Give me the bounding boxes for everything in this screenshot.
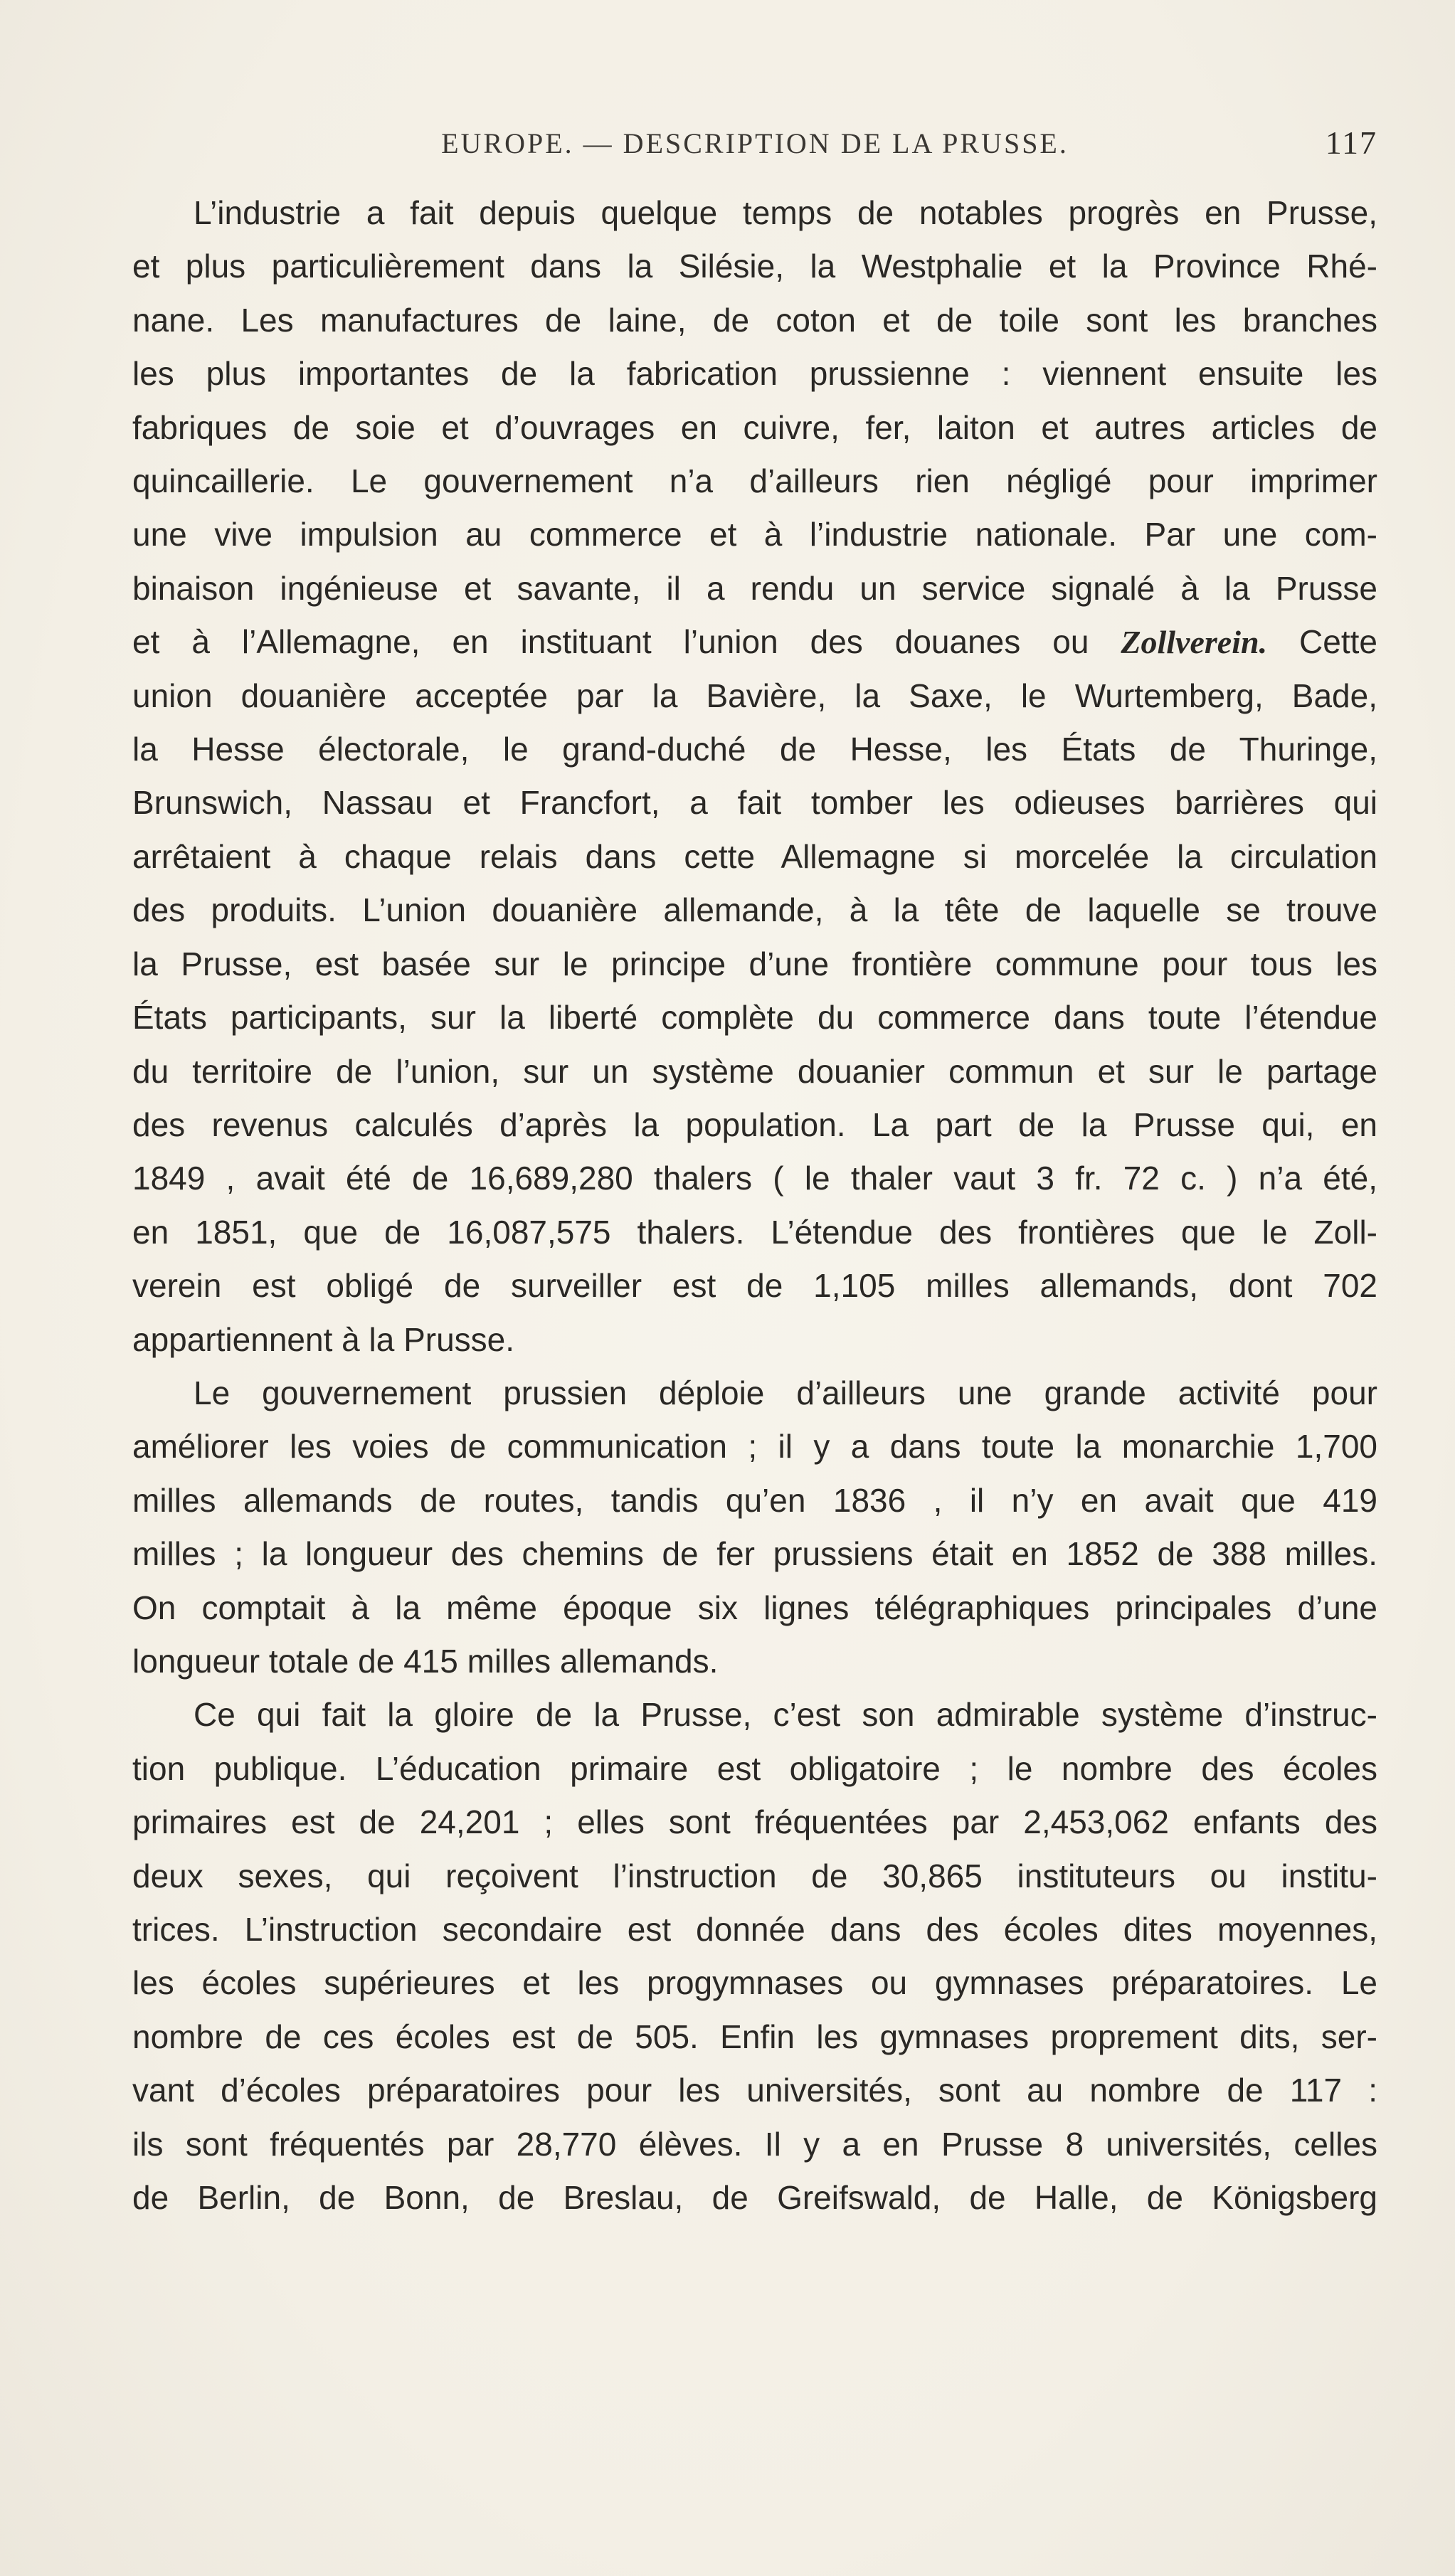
text-line: nane. Les manufactures de laine, de coton et de toile sont les branches <box>132 301 1377 339</box>
text-line: du territoire de l’union, sur un système douanier commun et sur le partage <box>132 1052 1377 1090</box>
text-line: 1849 , avait été de 16,689,280 thalers ( le thaler vaut 3 fr. 72 c. ) n’a été, <box>132 1160 1377 1197</box>
text-line: verein est obligé de surveiller est de 1,105 milles allemands, dont 702 <box>132 1267 1377 1305</box>
text-line: vant d’écoles préparatoires pour les universités, sont au nombre de 117 : <box>132 2072 1377 2109</box>
text-line: primaires est de 24,201 ; elles sont fréquentées par 2,453,062 enfants des <box>132 1803 1377 1841</box>
text-line: milles allemands de routes, tandis qu’en 1836 , il n’y en avait que 419 <box>132 1481 1377 1519</box>
text-line: les écoles supérieures et les progymnases ou gymnases préparatoires. Le <box>132 1964 1377 2002</box>
text-line: arrêtaient à chaque relais dans cette Allemagne si morcelée la circulation <box>132 837 1377 875</box>
body-text <box>132 186 1377 2225</box>
paragraph-communications <box>132 1367 1377 1688</box>
text-line: appartiennent à la Prusse. <box>132 1320 515 1358</box>
running-title: EUROPE. — DESCRIPTION DE LA PRUSSE. <box>441 127 1069 159</box>
text-line: améliorer les voies de communication ; il y a dans toute la monarchie 1,700 <box>132 1428 1377 1465</box>
text-line: nombre de ces écoles est de 505. Enfin les gymnases proprement dits, ser- <box>132 2018 1377 2055</box>
text-line: de Berlin, de Bonn, de Breslau, de Greifswald, de Halle, de Königsberg <box>132 2179 1377 2217</box>
text-line: Ce qui fait la gloire de la Prusse, c’est son admirable système d’instruc- <box>194 1696 1377 1734</box>
text-line: tion publique. L’éducation primaire est obligatoire ; le nombre des écoles <box>132 1749 1377 1787</box>
text-line: la Prusse, est basée sur le principe d’une frontière commune pour tous les <box>132 945 1377 982</box>
text-segment: Cette <box>1267 623 1377 661</box>
paragraph-industry <box>132 186 1377 1367</box>
text-line: des produits. L’union douanière allemande, à la tête de laquelle se trouve <box>132 891 1377 929</box>
text-line: en 1851, que de 16,087,575 thalers. L’étendue des frontières que le Zoll- <box>132 1213 1377 1251</box>
text-segment: et à l’Allemagne, en instituant l’union des douanes ou <box>132 623 1089 661</box>
text-line: longueur totale de 415 milles allemands. <box>132 1642 719 1680</box>
running-head <box>132 124 1377 169</box>
text-line: des revenus calculés d’après la population. La part de la Prusse qui, en <box>132 1106 1377 1143</box>
text-line: les plus importantes de la fabrication prussienne : viennent ensuite les <box>132 355 1377 393</box>
text-line: milles ; la longueur des chemins de fer prussiens était en 1852 de 388 milles. <box>132 1535 1377 1573</box>
text-line: la Hesse électorale, le grand-duché de Hesse, les États de Thuringe, <box>132 731 1377 768</box>
page-number: 117 <box>1325 124 1377 161</box>
italic-term-zollverein: Zollverein. <box>1121 624 1268 661</box>
text-line: fabriques de soie et d’ouvrages en cuivre, fer, laiton et autres articles de <box>132 408 1377 446</box>
text-line: deux sexes, qui reçoivent l’instruction de 30,865 instituteurs ou institu- <box>132 1857 1377 1894</box>
paragraph-education <box>132 1688 1377 2225</box>
text-line: binaison ingénieuse et savante, il a rendu un service signalé à la Prusse <box>132 569 1377 607</box>
text-line: ils sont fréquentés par 28,770 élèves. Il y a en Prusse 8 universités, celles <box>132 2125 1377 2163</box>
text-line: une vive impulsion au commerce et à l’industrie nationale. Par une com- <box>132 516 1377 553</box>
text-line: trices. L’instruction secondaire est donnée dans des écoles dites moyennes, <box>132 1911 1377 1948</box>
text-line: Brunswich, Nassau et Francfort, a fait tomber les odieuses barrières qui <box>132 784 1377 822</box>
text-line: L’industrie a fait depuis quelque temps de notables progrès en Prusse, <box>194 194 1377 231</box>
text-line: États participants, sur la liberté complète du commerce dans toute l’étendue <box>132 999 1377 1037</box>
text-line: et plus particulièrement dans la Silésie, la Westphalie et la Province Rhé- <box>132 248 1377 285</box>
text-line: Le gouvernement prussien déploie d’ailleurs une grande activité pour <box>194 1374 1377 1411</box>
text-line: union douanière acceptée par la Bavière, la Saxe, le Wurtemberg, Bade, <box>132 677 1377 714</box>
text-line-with-italic <box>132 615 1377 669</box>
text-line: On comptait à la même époque six lignes télégraphiques principales d’une <box>132 1589 1377 1626</box>
text-line: quincaillerie. Le gouvernement n’a d’ailleurs rien négligé pour imprimer <box>132 462 1377 500</box>
